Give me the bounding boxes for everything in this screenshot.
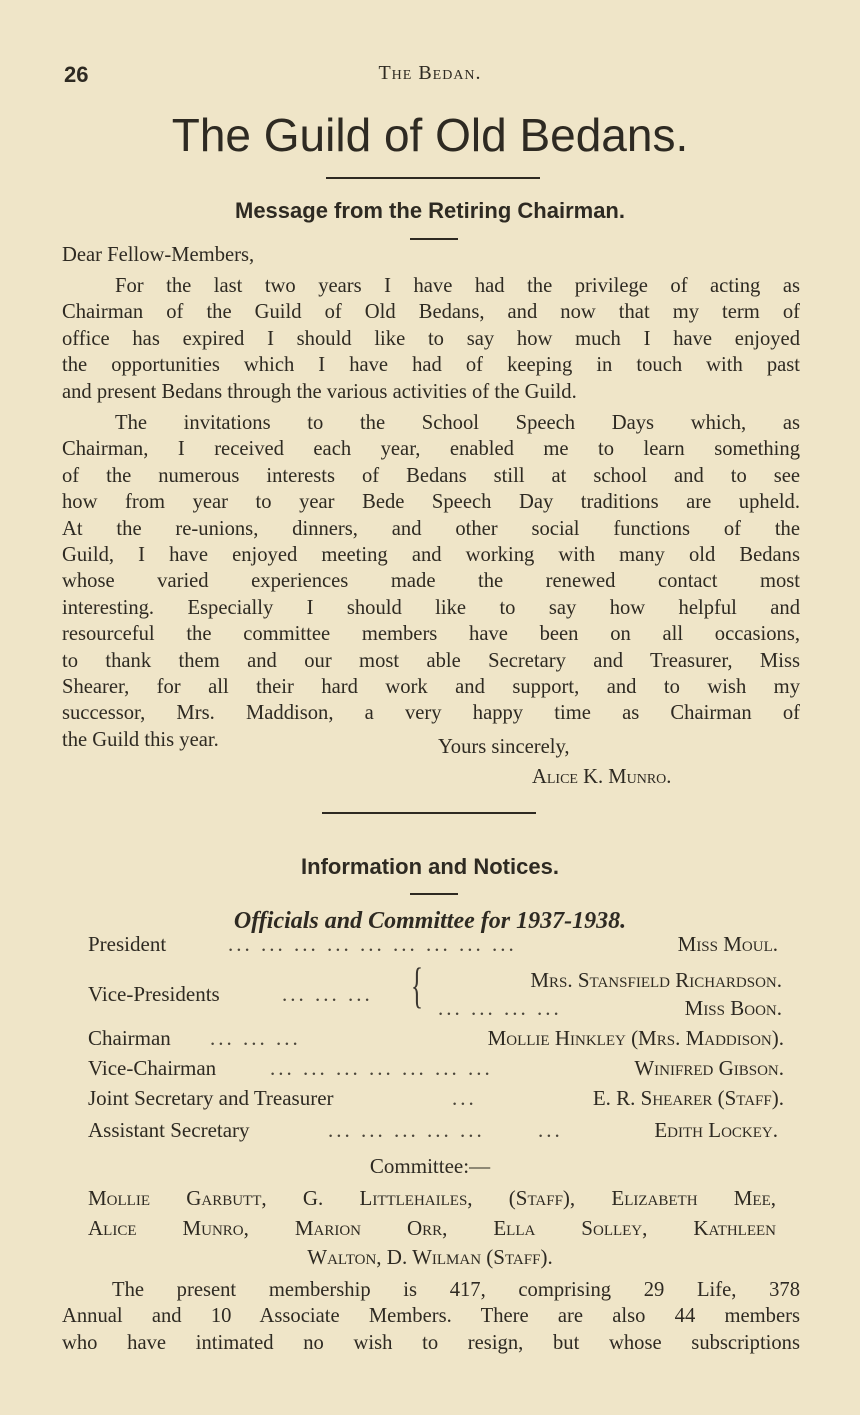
paragraph-line: Guild, I have enjoyed meeting and working with many old Bedans: [62, 543, 800, 566]
paragraph-line: interesting. Especially I should like to say how helpful and: [62, 596, 800, 619]
committee-label: Committee:—: [369, 1154, 491, 1178]
leader-dots: ... ... ...: [210, 1026, 301, 1050]
signature: Alice K. Munro.: [532, 766, 672, 788]
officials-row-secretary: [88, 1086, 784, 1114]
leader-dots: ... ... ...: [282, 982, 373, 1006]
paragraph-line: how from year to year Bede Speech Day traditions are upheld.: [62, 491, 800, 514]
paragraph-line: The present membership is 417, comprising 29 Life, 378: [112, 1279, 800, 1301]
paragraph-line: the Guild this year.: [62, 728, 219, 751]
assistant-label: Assistant Secretary: [88, 1118, 250, 1142]
paragraph-line: Annual and 10 Associate Members. There are also 44 members: [62, 1305, 800, 1328]
paragraph-line: to thank them and our most able Secretary and Treasurer, Miss: [62, 649, 800, 672]
president-value: Miss Moul.: [677, 932, 778, 956]
paragraph-line: successor, Mrs. Maddison, a very happy time as Chairman of: [62, 702, 800, 725]
membership-paragraph: [62, 1277, 800, 1356]
paragraph-line: Chairman, I received each year, enabled me to learn something: [62, 438, 800, 461]
notices-rule: [410, 893, 458, 895]
paragraph-line: resourceful the committee members have been on all occasions,: [62, 623, 800, 646]
paragraph-line: The invitations to the School Speech Days which, as: [115, 412, 800, 434]
vice-president-1-row: [88, 968, 782, 996]
chairman-label: Chairman: [88, 1026, 171, 1050]
secretary-value: E. R. Shearer (Staff).: [592, 1086, 784, 1110]
leader-dots: ... ... ... ... ... ... ... ... ...: [228, 932, 517, 956]
section-rule: [322, 812, 536, 814]
vice-president-2: Miss Boon.: [684, 996, 782, 1020]
officials-row-chairman: [88, 1026, 784, 1054]
vice-presidents-label: Vice-Presidents: [88, 982, 220, 1006]
paragraph-line: who have intimated no wish to resign, but whose subscriptions: [62, 1331, 800, 1354]
brace: {: [411, 957, 423, 1013]
salutation: Dear Fellow-Members,: [62, 244, 255, 266]
message-rule: [410, 238, 458, 240]
chairman-value: Mollie Hinkley (Mrs. Maddison).: [487, 1026, 784, 1050]
closing: Yours sincerely,: [438, 736, 570, 758]
officials-row-assistant-secretary: [88, 1118, 778, 1146]
officials-heading: Officials and Committee for 1937-1938.: [233, 908, 627, 934]
leader-dots: ... ... ... ... ... ... ...: [270, 1056, 493, 1080]
vice-chairman-value: Winifred Gibson.: [634, 1056, 784, 1080]
paragraph-line: Shearer, for all their hard work and support, and to wish my: [62, 675, 800, 698]
page-number: 26: [64, 62, 89, 87]
paragraph-line: of the numerous interests of Bedans still at school and to see: [62, 464, 800, 487]
vice-chairman-label: Vice-Chairman: [88, 1056, 217, 1080]
message-heading: Message from the Retiring Chairman.: [235, 198, 625, 223]
paragraph-line: the opportunities which I have had of keeping in touch with past: [62, 354, 800, 377]
committee-line-1: Mollie Garbutt, G. Littlehailes, (Staff), Elizabeth Mee,: [88, 1186, 776, 1210]
page-title: The Guild of Old Bedans.: [171, 109, 689, 161]
running-title: The Bedan.: [378, 62, 482, 84]
title-rule: [326, 177, 540, 179]
leader-dots: ...: [538, 1118, 563, 1142]
secretary-label: Joint Secretary and Treasurer: [88, 1086, 334, 1110]
president-label: President: [88, 932, 167, 956]
paragraph-line: At the re-unions, dinners, and other social functions of the: [62, 517, 800, 540]
paragraph-line: Chairman of the Guild of Old Bedans, and now that my term of: [62, 301, 800, 324]
leader-dots: ...: [452, 1086, 477, 1110]
assistant-value: Edith Lockey.: [654, 1118, 778, 1142]
paragraph-line: and present Bedans through the various activities of the Guild.: [62, 380, 577, 403]
vice-president-2-row: [88, 996, 782, 1024]
committee-line-2: Alice Munro, Marion Orr, Ella Solley, Kathleen: [88, 1216, 776, 1240]
officials-row-vice-chairman: [88, 1056, 784, 1084]
message-paragraph-2: [62, 410, 800, 753]
notices-heading: Information and Notices.: [301, 854, 559, 879]
officials-row-president: [88, 932, 778, 960]
committee-line-3: Walton, D. Wilman (Staff).: [307, 1245, 553, 1269]
paragraph-line: whose varied experiences made the renewed contact most: [62, 570, 800, 593]
message-paragraph-1: [62, 273, 800, 405]
vice-president-1: Mrs. Stansfield Richardson.: [530, 968, 782, 992]
paragraph-line: office has expired I should like to say how much I have enjoyed: [62, 327, 800, 350]
leader-dots: ... ... ... ...: [438, 996, 562, 1020]
paragraph-line: For the last two years I have had the privilege of acting as: [115, 275, 800, 297]
leader-dots: ... ... ... ... ...: [328, 1118, 485, 1142]
